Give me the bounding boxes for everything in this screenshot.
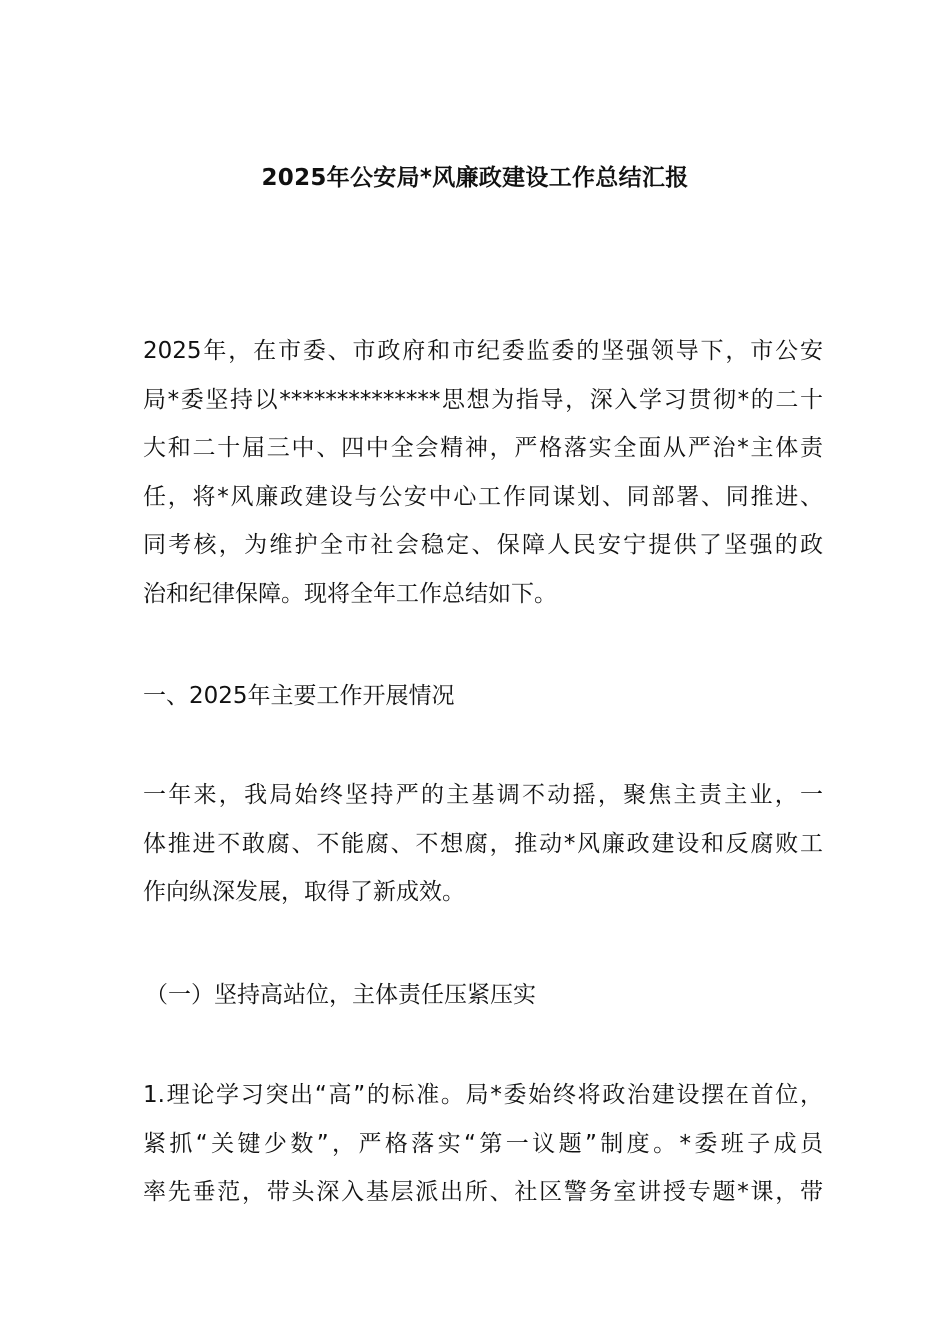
paragraph-line: 作向纵深发展，取得了新成效。: [143, 879, 465, 905]
paragraph-line: 一年来，我局始终坚持严的主基调不动摇，聚焦主责主业，一: [143, 782, 823, 808]
paragraph-line: 任，将*风廉政建设与公安中心工作同谋划、同部署、同推进、: [143, 483, 823, 510]
paragraph-line: 大和二十届三中、四中全会精神，严格落实全面从严治*主体责: [143, 435, 823, 461]
section-paragraph: [143, 771, 823, 917]
paragraph-line: 局*委坚持以**************思想为指导，深入学习贯彻*的二十: [143, 386, 823, 413]
paragraph-line: 率先垂范，带头深入基层派出所、社区警务室讲授专题*课，带: [143, 1179, 823, 1205]
paragraph-line: 紧抓“关键少数”，严格落实“第一议题”制度。*委班子成员: [143, 1130, 823, 1157]
paragraph-line: 2025年，在市委、市政府和市纪委监委的坚强领导下，市公安: [143, 338, 823, 364]
subsection-heading: （一）坚持高站位，主体责任压紧压实: [145, 982, 536, 1008]
paragraph-line: 1.理论学习突出“高”的标准。局*委始终将政治建设摆在首位，: [143, 1082, 823, 1108]
paragraph-line: 治和纪律保障。现将全年工作总结如下。: [143, 580, 557, 607]
paragraph-line: 体推进不敢腐、不能腐、不想腐，推动*风廉政建设和反腐败工: [143, 830, 823, 857]
document-title: 2025年公安局*风廉政建设工作总结汇报: [261, 165, 689, 191]
intro-paragraph: [143, 327, 823, 618]
paragraph-line: 同考核，为维护全市社会稳定、保障人民安宁提供了坚强的政: [143, 532, 823, 558]
item-paragraph: [143, 1071, 823, 1217]
section-heading: 一、2025年主要工作开展情况: [143, 683, 455, 709]
